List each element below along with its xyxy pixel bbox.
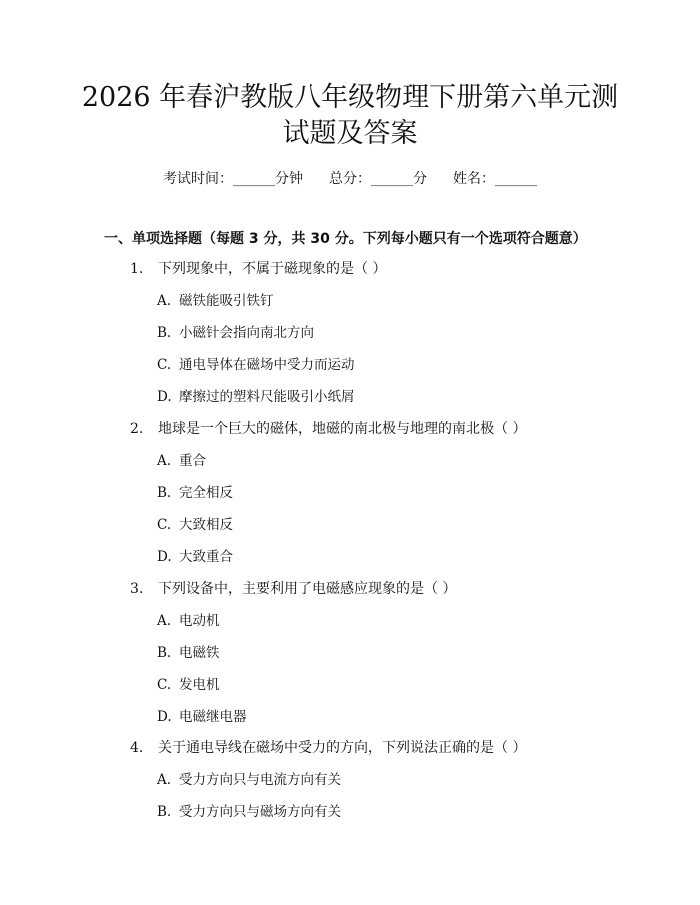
question-text: 关于通电导线在磁场中受力的方向，下列说法正确的是（ ） <box>158 740 527 756</box>
option-text: 重合 <box>179 453 206 469</box>
question-2-option-a <box>157 451 206 471</box>
option-letter: C. <box>157 677 172 693</box>
question-1 <box>130 259 386 279</box>
question-text: 下列现象中，不属于磁现象的是（ ） <box>158 261 387 277</box>
option-text: 受力方向只与磁场方向有关 <box>179 804 341 820</box>
question-4-option-a <box>157 770 341 790</box>
option-text: 磁铁能吸引铁钉 <box>179 293 274 309</box>
question-2-option-c <box>157 515 233 535</box>
option-letter: D. <box>157 389 172 405</box>
option-letter: B. <box>157 645 172 661</box>
question-number: 4. <box>130 740 144 756</box>
option-letter: A. <box>157 613 172 629</box>
option-letter: B. <box>157 325 172 341</box>
question-2-option-b <box>157 483 233 503</box>
option-letter: D. <box>157 549 172 565</box>
question-1-option-d <box>157 387 355 407</box>
question-number: 2. <box>130 421 144 437</box>
option-letter: A. <box>157 293 172 309</box>
question-3-option-a <box>157 611 220 631</box>
student-name-field: 姓名：______ <box>453 171 537 187</box>
option-text: 电磁铁 <box>179 645 220 661</box>
exam-time-field: 考试时间：______分钟 <box>163 171 303 187</box>
option-letter: B. <box>157 804 172 820</box>
option-text: 大致重合 <box>179 549 233 565</box>
exam-info-line <box>0 169 700 189</box>
option-letter: A. <box>157 453 172 469</box>
question-number: 1. <box>130 261 144 277</box>
option-letter: C. <box>157 517 172 533</box>
option-text: 受力方向只与电流方向有关 <box>179 772 341 788</box>
option-text: 大致相反 <box>179 517 233 533</box>
option-letter: D. <box>157 709 172 725</box>
option-text: 发电机 <box>179 677 220 693</box>
option-text: 电磁继电器 <box>179 709 247 725</box>
question-1-option-c <box>157 355 355 375</box>
question-text: 地球是一个巨大的磁体，地磁的南北极与地理的南北极（ ） <box>158 421 527 437</box>
question-2 <box>130 419 526 439</box>
total-score-field: 总分：______分 <box>329 171 427 187</box>
option-letter: C. <box>157 357 172 373</box>
question-text: 下列设备中，主要利用了电磁感应现象的是（ ） <box>158 581 457 597</box>
exam-title-line-1: 2026 年春沪教版八年级物理下册第六单元测 <box>81 82 619 113</box>
option-letter: B. <box>157 485 172 501</box>
option-text: 摩擦过的塑料尺能吸引小纸屑 <box>179 389 355 405</box>
question-3-option-b <box>157 643 220 663</box>
question-1-option-b <box>157 323 314 343</box>
question-number: 3. <box>130 581 144 597</box>
question-4 <box>130 738 526 758</box>
question-1-option-a <box>157 291 274 311</box>
option-text: 完全相反 <box>179 485 233 501</box>
question-3-option-c <box>157 675 220 695</box>
option-letter: A. <box>157 772 172 788</box>
exam-title-line-2: 试题及答案 <box>282 118 418 149</box>
question-3-option-d <box>157 707 247 727</box>
option-text: 通电导体在磁场中受力而运动 <box>179 357 355 373</box>
section-heading-single-choice: 一、单项选择题（每题 3 分，共 30 分。下列每小题只有一个选项符合题意） <box>104 231 587 247</box>
question-4-option-b <box>157 802 341 822</box>
option-text: 小磁针会指向南北方向 <box>179 325 314 341</box>
option-text: 电动机 <box>179 613 220 629</box>
question-2-option-d <box>157 547 233 567</box>
question-3 <box>130 579 456 599</box>
